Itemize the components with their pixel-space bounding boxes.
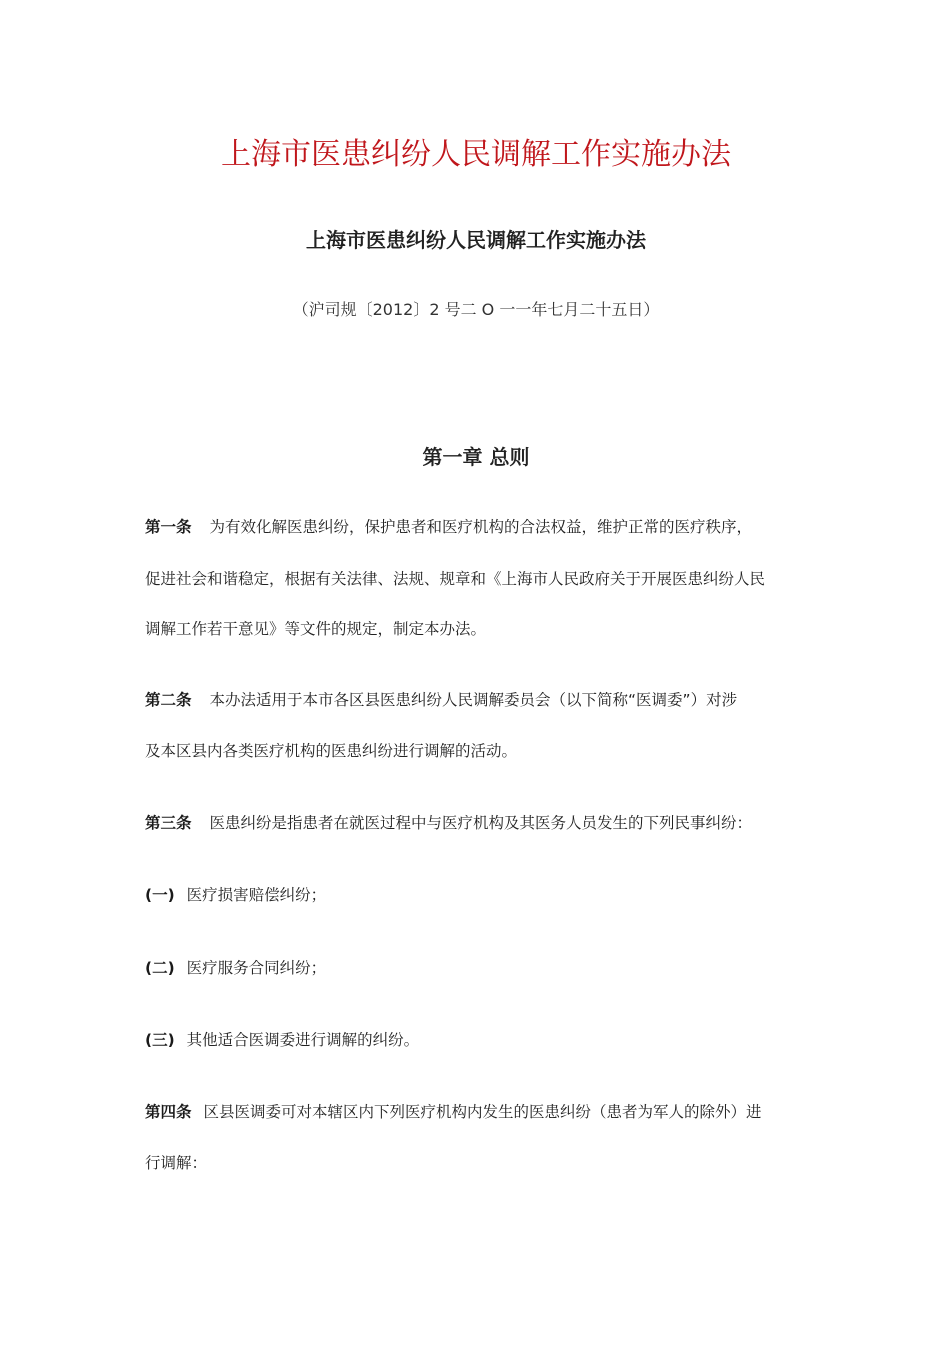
article-3-line-1 xyxy=(145,811,752,835)
list-item-label: (二) xyxy=(145,959,175,977)
article-2-line-1 xyxy=(145,688,737,712)
article-3-label: 第三条 xyxy=(145,814,192,832)
article-2-text-1: 本办法适用于本市各区县医患纠纷人民调解委员会（以下简称“医调委”）对涉 xyxy=(209,691,738,709)
list-item xyxy=(145,956,326,980)
article-1-line-1 xyxy=(145,515,752,539)
list-item-label: (一) xyxy=(145,886,175,904)
article-2-label: 第二条 xyxy=(145,691,192,709)
list-item xyxy=(145,883,326,907)
list-item-text: 医疗损害赔偿纠纷； xyxy=(186,886,327,904)
article-4-label: 第四条 xyxy=(145,1103,192,1121)
list-item xyxy=(145,1028,419,1052)
chapter-title: 第一章 总则 xyxy=(422,445,530,469)
list-item-label: (三) xyxy=(145,1031,175,1049)
article-1-line-3: 调解工作若干意见》等文件的规定，制定本办法。 xyxy=(145,620,487,638)
article-1-text-1: 为有效化解医患纠纷，保护患者和医疗机构的合法权益，维护正常的医疗秩序， xyxy=(209,518,753,536)
document-number: （沪司规〔2012〕2 号二 O 一一年七月二十五日） xyxy=(292,300,660,319)
main-title: 上海市医患纠纷人民调解工作实施办法 xyxy=(221,137,731,172)
article-4-line-1 xyxy=(145,1100,762,1124)
article-1-line-2: 促进社会和谐稳定，根据有关法律、法规、规章和《上海市人民政府关于开展医患纠纷人民 xyxy=(145,570,766,588)
article-4-line-2: 行调解： xyxy=(145,1154,208,1172)
article-4-text-1: 区县医调委可对本辖区内下列医疗机构内发生的医患纠纷（患者为军人的除外）进 xyxy=(203,1103,762,1121)
article-3-text-1: 医患纠纷是指患者在就医过程中与医疗机构及其医务人员发生的下列民事纠纷： xyxy=(209,814,753,832)
article-2-line-2: 及本区县内各类医疗机构的医患纠纷进行调解的活动。 xyxy=(145,742,518,760)
article-1-label: 第一条 xyxy=(145,518,192,536)
sub-title: 上海市医患纠纷人民调解工作实施办法 xyxy=(306,228,646,252)
list-item-text: 其他适合医调委进行调解的纠纷。 xyxy=(186,1031,420,1049)
list-item-text: 医疗服务合同纠纷； xyxy=(186,959,327,977)
